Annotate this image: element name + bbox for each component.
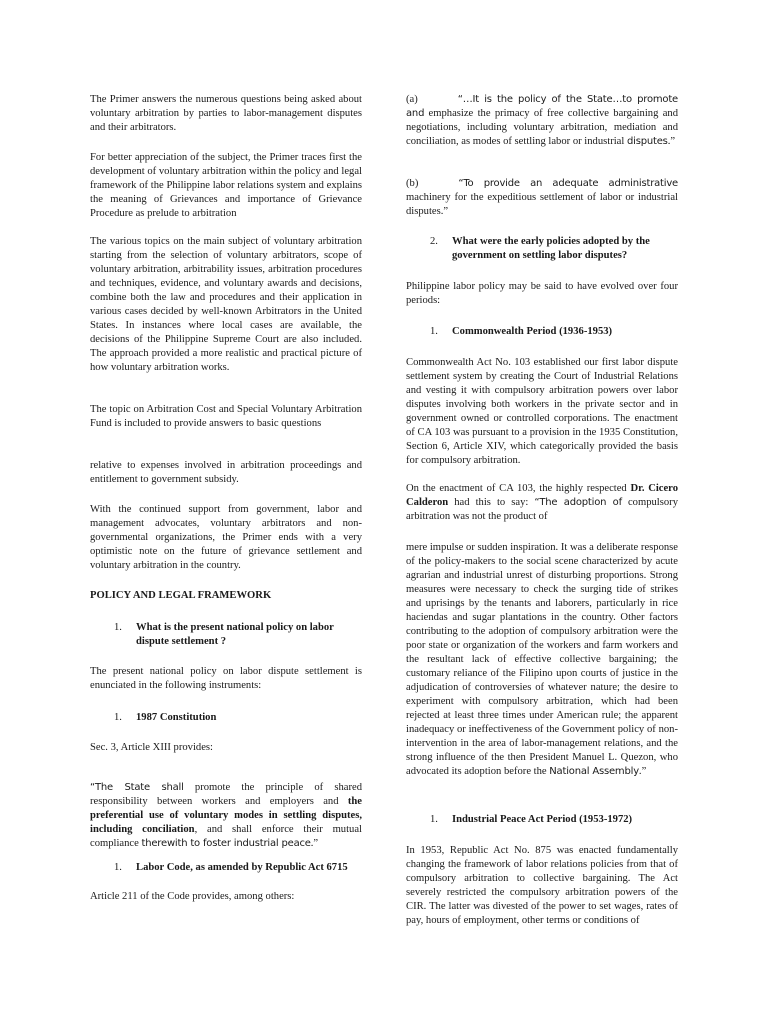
quote-handwritten-part-2: therewith to foster industrial peace [141, 838, 311, 849]
policy-item-a [406, 93, 678, 149]
calderon-said: had this to say: [448, 497, 535, 508]
question-1-number: 1. [114, 622, 122, 633]
quote-handwritten-part-1: “The State shall [90, 782, 184, 793]
intro-paragraph-3: The various topics on the main subject of voluntary arbitration starting from the selection of voluntary arbitrators, scope of voluntary arbitration, arbitrability issues, arbitration procedures and techniques, evidence, and voluntary awards and decisions, combine both the law and procedures and their application in various cases decided by well-known Arbitrators in the United States. In instances where local cases are available, the decisions of the Philippine Supreme Court are also included. The approach provided a more realistic and practical picture of how voluntary arbitration works. [90, 236, 362, 373]
industrial-peace-act-heading [406, 813, 678, 827]
commonwealth-paragraph: Commonwealth Act No. 103 established our first labor dispute settlement system by creating the Court of Industrial Relations and vesting it with compulsory arbitration powers over labor disputes involving both workers in the private sector and in government owned or controlled corporations. The enactment of CA 103 was pursuant to a provision in the 1935 Constitution, Section 6, Article XIV, which categorically provided the basis for compulsory arbitration. [406, 357, 678, 466]
item-a-end: .” [667, 136, 676, 147]
item-b-handwritten: “To provide an adequate administrative [458, 178, 678, 189]
intro-paragraph-1: The Primer answers the numerous questions being asked about voluntary arbitration by parties to labor-management disputes and their arbitrators. [90, 94, 362, 133]
item-b-label: (b) [406, 178, 419, 189]
period-1-title: Commonwealth Period (1936-1953) [452, 326, 613, 337]
constitution-quote [90, 781, 362, 851]
subsection-labor-code [90, 861, 362, 875]
quote-part-4: , and shall enforce their mutual compliance [90, 824, 362, 849]
subsection-1-title: 1987 Constitution [136, 712, 217, 723]
subsection-2-number: 1. [114, 862, 122, 873]
commonwealth-period-heading [406, 325, 678, 339]
intro-paragraph-4: The topic on Arbitration Cost and Special Voluntary Arbitration Fund is included to provide answers to basic questions [90, 404, 362, 429]
question-2-number: 2. [430, 236, 438, 247]
item-b-text: machinery for the expeditious settlement of labor or industrial disputes.” [406, 192, 678, 217]
intro-paragraph-6: With the continued support from government, labor and management advocates, voluntary arbitrators and non-governmental organizations, the Primer ends with a very optimistic note on the future of grievance settlement and voluntary arbitration in the country. [90, 504, 362, 571]
period-2-title: Industrial Peace Act Period (1953-1972) [452, 814, 633, 825]
question-2-text: What were the early policies adopted by the government on settling labor disputes? [452, 236, 650, 261]
section-heading: POLICY AND LEGAL FRAMEWORK [90, 590, 272, 601]
policy-item-b [406, 177, 678, 219]
quote-bold-part: the preferential use of voluntary modes in settling disputes, including conciliation [90, 796, 362, 835]
intro-paragraph-5: relative to expenses involved in arbitration proceedings and entitlement to government subsidy. [90, 460, 362, 485]
question-2 [406, 235, 678, 263]
continuation-text: mere impulse or sudden inspiration. It was a deliberate response of the policy-makers to the social scene characterized by acute agrarian and industrial unrest of disturbing proportions. Strong measures were necessary to check the surging tide of strikes and uprisings by the tenants and laborers, particularly in rice haciendas and sugar plantations in the country. Other factors contributing to the adoption of compulsory arbitration were the poor state or organization of the workers and farm workers and the resultant lack of effective collective bargaining; the customary reliance of the Filipino upon courts of justice in the adjudication of controversies of whatever nature; the desire to experiment with compulsory arbitration, which had been rejected at least three times under American rule; the apparent inadequacy or ineffectiveness of the Government policy of non-intervention in the area of labor-management relations, and the strong influence of the then President Manuel L. Quezon, who advocated its adoption before the [406, 542, 678, 777]
calderon-paragraph [406, 482, 678, 524]
quote-end: .” [310, 838, 319, 849]
evolution-paragraph: Philippine labor policy may be said to have evolved over four periods: [406, 281, 678, 306]
subsection-1987-constitution [90, 711, 362, 725]
question-1 [90, 621, 362, 649]
subsection-1-number: 1. [114, 712, 122, 723]
calderon-intro: On the enactment of CA 103, the highly respected [406, 483, 631, 494]
calderon-name: Dr. Cicero Calderon [406, 483, 678, 508]
item-a-handwritten: “…It is the policy of the State…to promote and [406, 94, 678, 119]
calderon-quote-handwritten: “The adoption of [534, 497, 622, 508]
quote-part-2: promote the principle of shared responsibility between workers and employers and [90, 782, 362, 807]
calderon-quote-continuation [406, 541, 678, 779]
subsection-2-title: Labor Code, as amended by Republic Act 6715 [136, 862, 348, 873]
item-a-text: emphasize the primacy of free collective bargaining and negotiations, including voluntary arbitration, mediation and conciliation, as modes of settling labor or industrial [406, 108, 679, 147]
article-211-reference: Article 211 of the Code provides, among others: [90, 891, 295, 902]
policy-intro-paragraph: The present national policy on labor dispute settlement is enunciated in the following instruments: [90, 666, 362, 691]
intro-paragraph-2: For better appreciation of the subject, the Primer traces first the development of voluntary arbitration within the policy and legal framework of the Philippine labor relations system and explains the meaning of Grievances and importance of Grievance Procedure as prelude to arbitration [90, 152, 362, 219]
article-reference: Sec. 3, Article XIII provides: [90, 742, 213, 753]
industrial-peace-paragraph: In 1953, Republic Act No. 875 was enacted fundamentally changing the framework of labor relations policies from that of compulsory arbitration to collective bargaining. The Act severely restricted the compulsory arbitration powers of the CIR. The latter was divested of the power to set wages, rates of pay, hours of employment, other terms or conditions of [406, 845, 678, 926]
period-1-number: 1. [430, 326, 438, 337]
question-1-text: What is the present national policy on labor dispute settlement ? [136, 622, 334, 647]
item-a-label: (a) [406, 94, 418, 105]
calderon-quote-rest: compulsory arbitration was not the product of [406, 497, 678, 522]
national-assembly-handwritten: National Assembly [549, 766, 639, 777]
item-a-handwritten-end: disputes [626, 136, 668, 147]
continuation-end: .” [638, 766, 647, 777]
period-2-number: 1. [430, 814, 438, 825]
